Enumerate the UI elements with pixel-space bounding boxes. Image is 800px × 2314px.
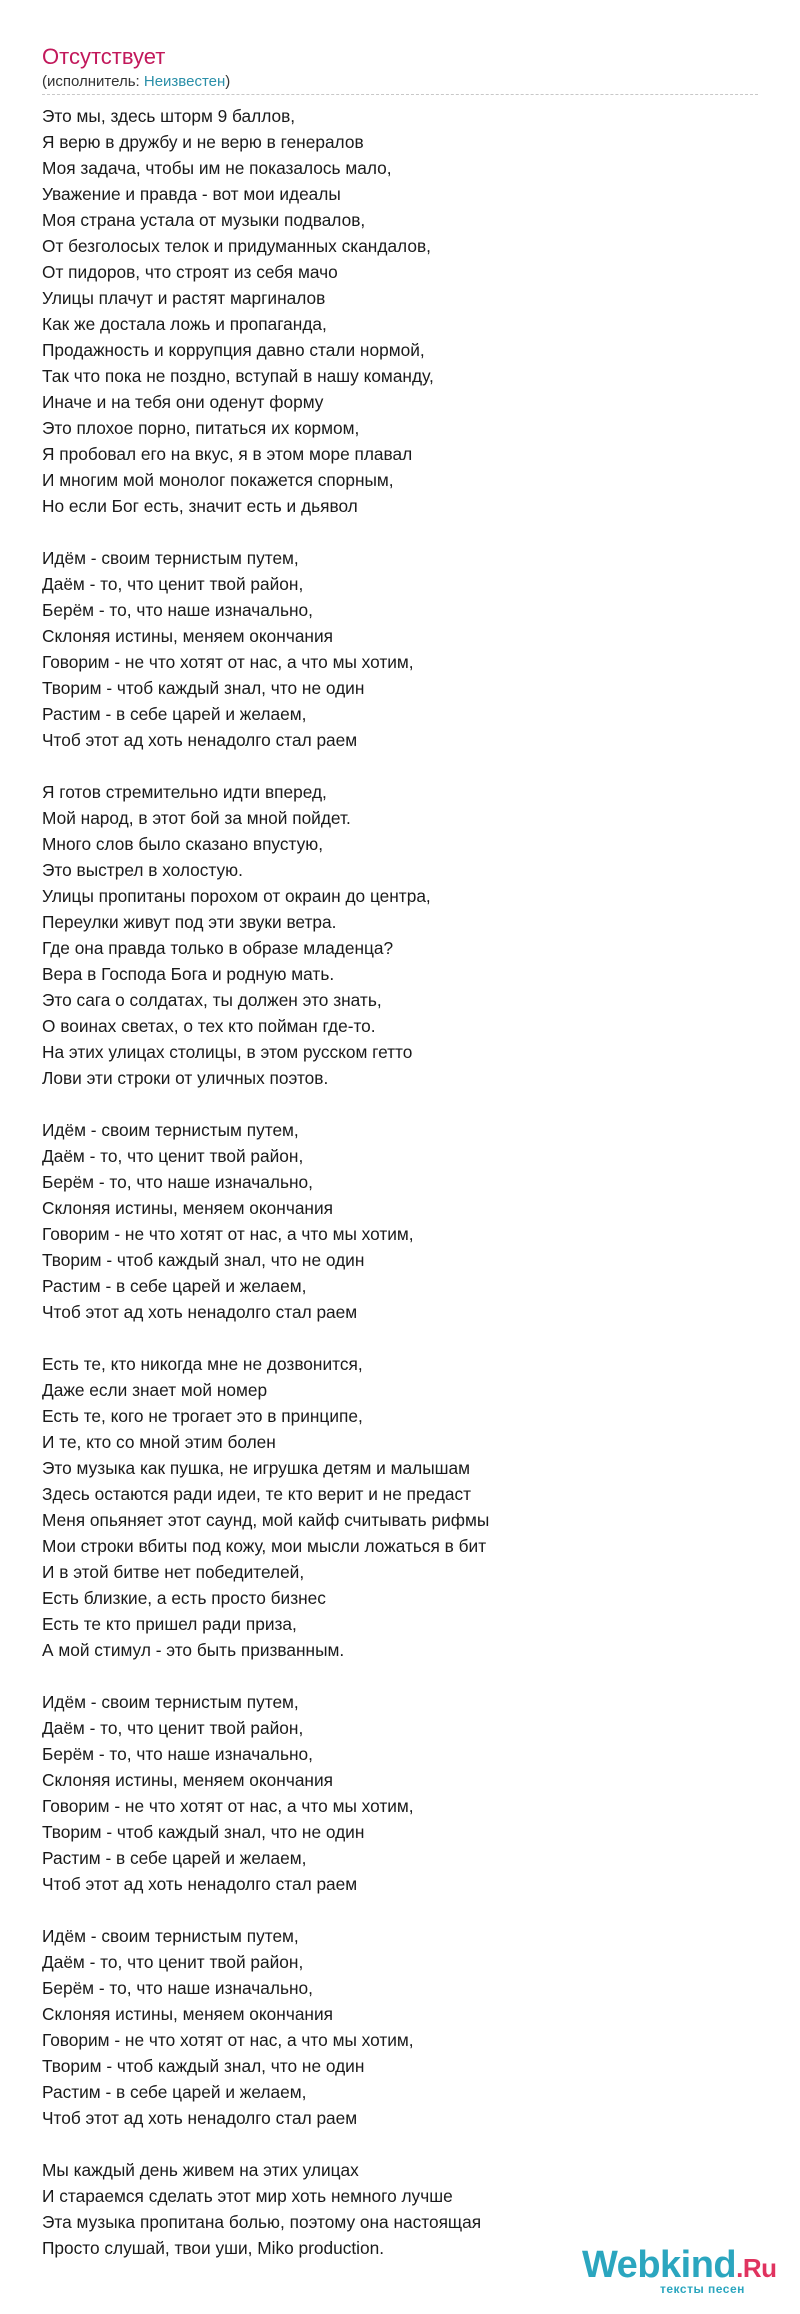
artist-line xyxy=(42,72,758,92)
lyrics-line: Чтоб этот ад хоть ненадолго стал раем xyxy=(42,1874,358,1894)
lyrics-line: Творим - чтоб каждый знал, что не один xyxy=(42,1250,365,1270)
lyrics-line: Растим - в себе царей и желаем, xyxy=(42,704,307,724)
lyrics-line: Я готов стремительно идти вперед, xyxy=(42,782,327,802)
lyrics-stanza xyxy=(42,1117,758,1325)
lyrics-line: Берём - то, что наше изначально, xyxy=(42,1744,313,1764)
lyrics-line: Как же достала ложь и пропаганда, xyxy=(42,314,327,334)
lyrics-line: От пидоров, что строят из себя мачо xyxy=(42,262,338,282)
lyrics-line: Даём - то, что ценит твой район, xyxy=(42,574,304,594)
lyrics-line: Так что пока не поздно, вступай в нашу команду, xyxy=(42,366,434,386)
lyrics-line: От безголосых телок и придуманных скандалов, xyxy=(42,236,431,256)
lyrics-line: И те, кто со мной этим болен xyxy=(42,1432,276,1452)
lyrics-line: Это плохое порно, питаться их кормом, xyxy=(42,418,360,438)
lyrics-line: Творим - чтоб каждый знал, что не один xyxy=(42,2056,365,2076)
lyrics-line: Идём - своим тернистым путем, xyxy=(42,548,299,568)
logo-name: Webkind xyxy=(582,2244,737,2286)
lyrics-line: Идём - своим тернистым путем, xyxy=(42,1926,299,1946)
lyrics-line: На этих улицах столицы, в этом русском гетто xyxy=(42,1042,413,1062)
lyrics-line: Много слов было сказано впустую, xyxy=(42,834,324,854)
lyrics-line: Говорим - не что хотят от нас, а что мы хотим, xyxy=(42,1224,414,1244)
lyrics-stanza xyxy=(42,1351,758,1663)
lyrics-line: Есть те, кто никогда мне не дозвонится, xyxy=(42,1354,363,1374)
song-title: Отсутствует xyxy=(42,44,166,69)
lyrics-stanza xyxy=(42,1689,758,1897)
lyrics-line: Даже если знает мой номер xyxy=(42,1380,268,1400)
lyrics-line: Склоняя истины, меняем окончания xyxy=(42,2004,333,2024)
lyrics-line: Вера в Господа Бога и родную мать. xyxy=(42,964,335,984)
artist-link[interactable]: Неизвестен xyxy=(143,73,226,90)
song-header xyxy=(42,42,758,92)
lyrics-stanza xyxy=(42,103,758,519)
lyrics-line: Лови эти строки от уличных поэтов. xyxy=(42,1068,329,1088)
lyrics-line: Но если Бог есть, значит есть и дьявол xyxy=(42,496,358,516)
lyrics-line: Просто слушай, твои уши, Miko production. xyxy=(42,2238,385,2258)
lyrics-line: Моя задача, чтобы им не показалось мало, xyxy=(42,158,392,178)
lyrics-line: Эта музыка пропитана болью, поэтому она настоящая xyxy=(42,2212,482,2232)
lyrics-line: Чтоб этот ад хоть ненадолго стал раем xyxy=(42,2108,358,2128)
lyrics-line: Берём - то, что наше изначально, xyxy=(42,1172,313,1192)
lyrics-line: И стараемся сделать этот мир хоть немного лучше xyxy=(42,2186,453,2206)
lyrics-line: Улицы плачут и растят маргиналов xyxy=(42,288,326,308)
lyrics-line: Моя страна устала от музыки подвалов, xyxy=(42,210,366,230)
lyrics-line: Растим - в себе царей и желаем, xyxy=(42,2082,307,2102)
lyrics-stanza xyxy=(42,779,758,1091)
lyrics-line: Склоняя истины, меняем окончания xyxy=(42,1198,333,1218)
lyrics-line: Здесь остаются ради идеи, те кто верит и не предаст xyxy=(42,1484,472,1504)
lyrics-line: Творим - чтоб каждый знал, что не один xyxy=(42,678,365,698)
lyrics-line: Это сага о солдатах, ты должен это знать, xyxy=(42,990,382,1010)
lyrics-line: Я пробовал его на вкус, я в этом море плавал xyxy=(42,444,413,464)
lyrics-line: Иначе и на тебя они оденут форму xyxy=(42,392,324,412)
lyrics-stanza xyxy=(42,545,758,753)
lyrics-line: Склоняя истины, меняем окончания xyxy=(42,626,333,646)
lyrics-line: Чтоб этот ад хоть ненадолго стал раем xyxy=(42,730,358,750)
lyrics-line: Говорим - не что хотят от нас, а что мы хотим, xyxy=(42,652,414,672)
lyrics-line: Даём - то, что ценит твой район, xyxy=(42,1718,304,1738)
lyrics-line: Улицы пропитаны порохом от окраин до центра, xyxy=(42,886,431,906)
lyrics-stanza xyxy=(42,1923,758,2131)
lyrics-line: Есть близкие, а есть просто бизнес xyxy=(42,1588,326,1608)
lyrics-line: Растим - в себе царей и желаем, xyxy=(42,1848,307,1868)
lyrics-line: И многим мой монолог покажется спорным, xyxy=(42,470,394,490)
lyrics-line: Продажность и коррупция давно стали нормой, xyxy=(42,340,425,360)
logo-tld: .Ru xyxy=(736,2253,777,2283)
lyrics-line: Идём - своим тернистым путем, xyxy=(42,1692,299,1712)
webkind-logo[interactable] xyxy=(582,2242,777,2298)
lyrics-line: Где она правда только в образе младенца? xyxy=(42,938,394,958)
lyrics-line: Мои строки вбиты под кожу, мои мысли ложаться в бит xyxy=(42,1536,487,1556)
lyrics-line: Мой народ, в этот бой за мной пойдет. xyxy=(42,808,351,828)
artist-suffix: ) xyxy=(225,73,231,90)
lyrics-line: Меня опьяняет этот саунд, мой кайф считывать рифмы xyxy=(42,1510,490,1530)
lyrics-line: Творим - чтоб каждый знал, что не один xyxy=(42,1822,365,1842)
artist-prefix: (исполнитель: xyxy=(42,73,144,90)
lyrics-line: Я верю в дружбу и не верю в генералов xyxy=(42,132,364,152)
lyrics-line: Это музыка как пушка, не игрушка детям и малышам xyxy=(42,1458,470,1478)
lyrics-line: Склоняя истины, меняем окончания xyxy=(42,1770,333,1790)
lyrics-line: Уважение и правда - вот мои идеалы xyxy=(42,184,341,204)
lyrics-line: Переулки живут под эти звуки ветра. xyxy=(42,912,337,932)
logo-tagline: тексты песен xyxy=(660,2282,745,2296)
lyrics-line: Берём - то, что наше изначально, xyxy=(42,600,313,620)
header-divider xyxy=(42,94,758,95)
lyrics-line: Это выстрел в холостую. xyxy=(42,860,243,880)
lyrics-line: Даём - то, что ценит твой район, xyxy=(42,1146,304,1166)
lyrics-line: Мы каждый день живем на этих улицах xyxy=(42,2160,359,2180)
lyrics-line: Даём - то, что ценит твой район, xyxy=(42,1952,304,1972)
lyrics-line: Есть те кто пришел ради приза, xyxy=(42,1614,297,1634)
lyrics-line: Есть те, кого не трогает это в принципе, xyxy=(42,1406,363,1426)
lyrics-line: Идём - своим тернистым путем, xyxy=(42,1120,299,1140)
lyrics-line: Чтоб этот ад хоть ненадолго стал раем xyxy=(42,1302,358,1322)
lyrics-line: Говорим - не что хотят от нас, а что мы хотим, xyxy=(42,2030,414,2050)
lyrics-text xyxy=(42,103,758,2261)
lyrics-line: Говорим - не что хотят от нас, а что мы хотим, xyxy=(42,1796,414,1816)
lyrics-line: Растим - в себе царей и желаем, xyxy=(42,1276,307,1296)
lyrics-line: Это мы, здесь шторм 9 баллов, xyxy=(42,106,296,126)
lyrics-line: О воинах светах, о тех кто пойман где-то. xyxy=(42,1016,376,1036)
lyrics-line: А мой стимул - это быть призванным. xyxy=(42,1640,345,1660)
lyrics-line: И в этой битве нет победителей, xyxy=(42,1562,305,1582)
lyrics-line: Берём - то, что наше изначально, xyxy=(42,1978,313,1998)
